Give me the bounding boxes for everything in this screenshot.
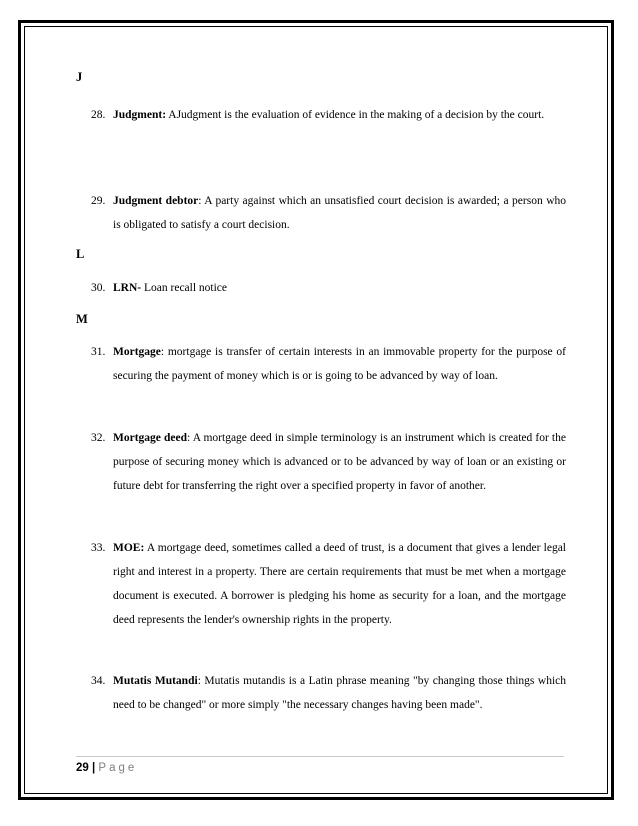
section-letter-m: M xyxy=(76,312,88,326)
entry-term: Mortgage deed xyxy=(113,432,188,444)
entry-body xyxy=(113,189,566,237)
entry-number: 28. xyxy=(91,109,106,121)
entry-definition: : mortgage is transfer of certain interests in an immovable property for the purpose of securing the payment of money which is or is going to be advanced by way of loan. xyxy=(113,346,566,382)
footer-divider xyxy=(76,756,564,757)
entry-number: 29. xyxy=(91,195,106,207)
glossary-entry-29 xyxy=(91,189,566,237)
entry-body xyxy=(113,426,566,498)
entry-term: Mutatis Mutandi xyxy=(113,675,198,687)
glossary-entry-32 xyxy=(91,426,566,498)
entry-definition: A mortgage deed, sometimes called a deed of trust, is a document that gives a lender legal right and interest in a property. There are certain requirements that must be met when a mortgage document is executed. A borrower is pledging his home as security for a loan, and the mortgage deed represents the lender's ownership rights in the property. xyxy=(113,542,566,626)
glossary-entry-31 xyxy=(91,340,566,388)
glossary-entry-34 xyxy=(91,669,566,717)
entry-body xyxy=(113,103,566,127)
entry-term: MOE: xyxy=(113,542,145,554)
entry-definition: : A party against which an unsatisfied court decision is awarded; a person who is obligated to satisfy a court decision. xyxy=(113,195,566,231)
entry-term: Judgment: xyxy=(113,109,167,121)
entry-number: 34. xyxy=(91,675,106,687)
entry-term: Mortgage xyxy=(113,346,161,358)
entry-body xyxy=(113,669,566,717)
entry-definition: AJudgment is the evaluation of evidence in the making of a decision by the court. xyxy=(166,109,545,121)
entry-term: LRN- xyxy=(113,282,142,294)
entry-body xyxy=(113,276,566,300)
entry-term: Judgment debtor xyxy=(113,195,199,207)
glossary-entry-33 xyxy=(91,536,566,632)
footer-page-label: Page xyxy=(98,762,138,774)
glossary-entry-30 xyxy=(91,276,566,300)
page-footer xyxy=(76,762,137,774)
entry-number: 30. xyxy=(91,282,106,294)
section-letter-j: J xyxy=(76,70,83,84)
entry-number: 33. xyxy=(91,542,106,554)
entry-definition: : Mutatis mutandis is a Latin phrase meaning "by changing those things which need to be changed" or more simply "the necessary changes having been made". xyxy=(113,675,567,711)
entry-body xyxy=(113,536,566,632)
section-letter-l: L xyxy=(76,247,85,261)
footer-page-number: 29 xyxy=(76,762,89,774)
entry-definition: : A mortgage deed in simple terminology is an instrument which is created for the purpose of securing money which is advanced or to be advanced by way of loan or an existing or future debt for transferring the right over a specified property in favor of another. xyxy=(113,432,566,492)
entry-body xyxy=(113,340,566,388)
entry-number: 31. xyxy=(91,346,106,358)
entry-definition: Loan recall notice xyxy=(141,282,228,294)
entry-number: 32. xyxy=(91,432,106,444)
footer-separator: | xyxy=(92,762,96,774)
glossary-entry-28 xyxy=(91,103,566,127)
